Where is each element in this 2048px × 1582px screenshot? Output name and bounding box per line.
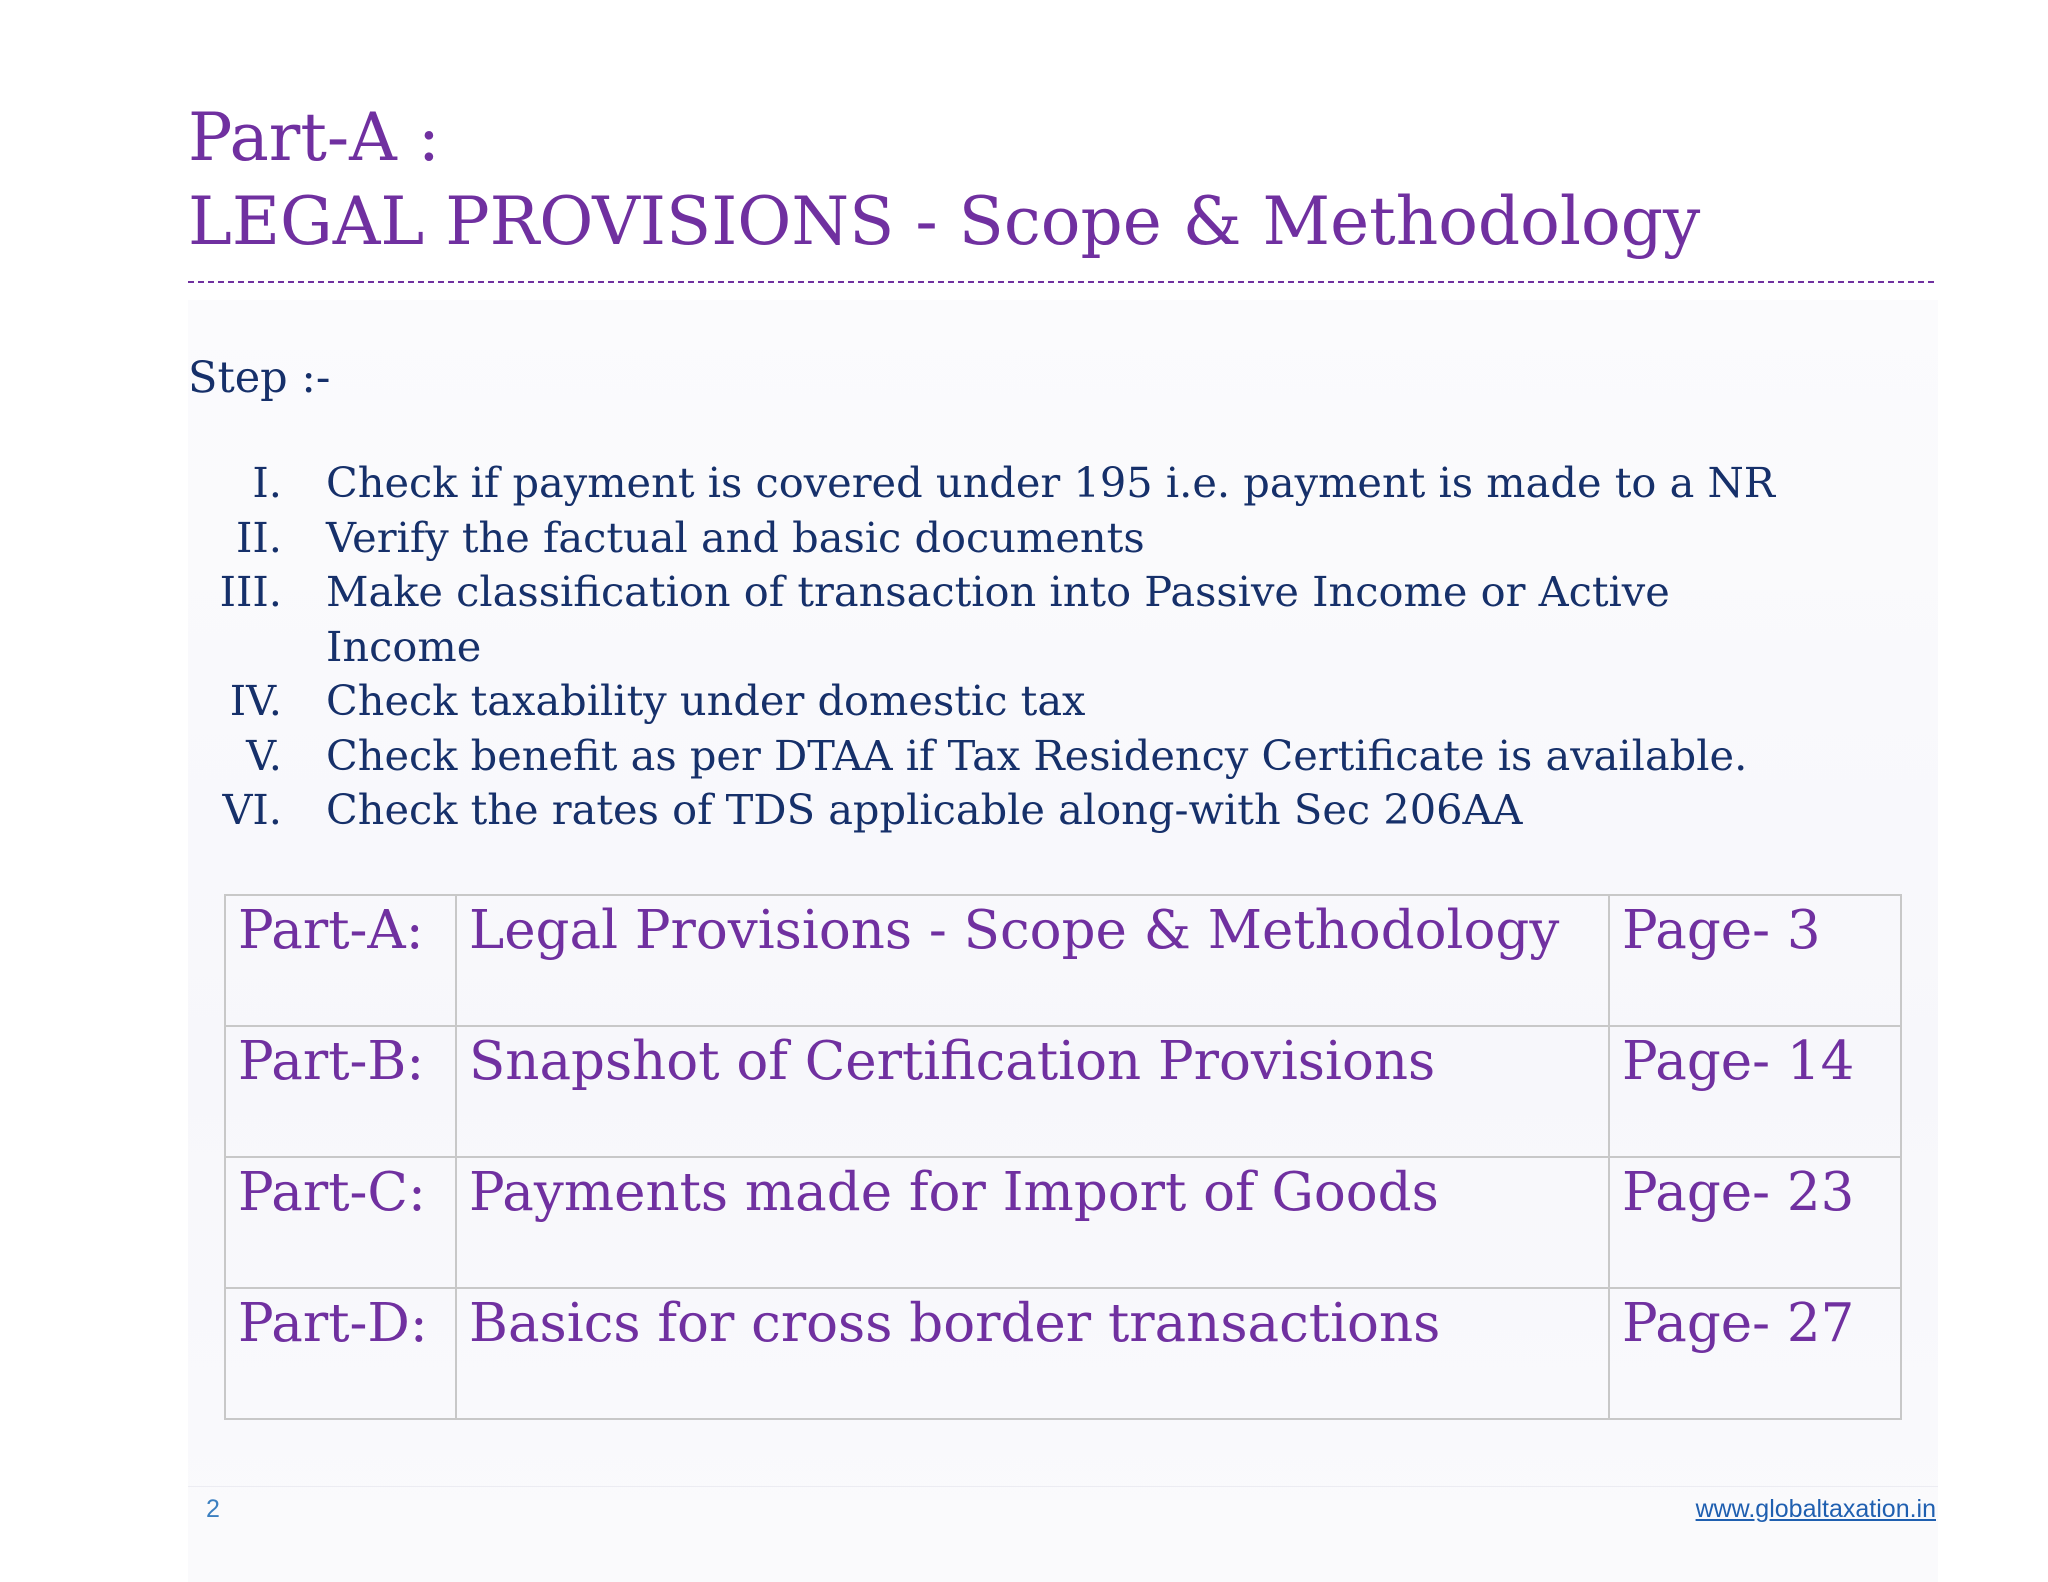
steps-list	[200, 456, 1920, 838]
step-text: Make classification of transaction into Passive Income or Active Income	[326, 567, 1670, 671]
step-item	[200, 456, 1920, 511]
page-cell: Page- 27	[1609, 1288, 1901, 1419]
step-item	[200, 511, 1920, 566]
page-cell: Page- 14	[1609, 1026, 1901, 1157]
website-link[interactable]: www.globaltaxation.in	[1695, 1495, 1936, 1523]
page-cell: Page- 23	[1609, 1157, 1901, 1288]
title-line-1: Part-A :	[188, 99, 441, 176]
page-number: 2	[206, 1495, 220, 1523]
step-number: V.	[246, 730, 282, 780]
part-title-cell: Payments made for Import of Goods	[456, 1157, 1609, 1288]
page-title	[188, 96, 1700, 264]
step-label: Step :-	[188, 353, 331, 403]
step-item	[200, 565, 1920, 674]
step-item	[200, 783, 1920, 838]
step-number: I.	[252, 458, 282, 507]
part-title-cell: Legal Provisions - Scope & Methodology	[456, 895, 1609, 1026]
table-row	[225, 1157, 1901, 1288]
table-row	[225, 1288, 1901, 1419]
part-cell: Part-B:	[225, 1026, 456, 1157]
contents-table	[224, 894, 1902, 1420]
step-item	[200, 729, 1920, 784]
step-number: II.	[236, 512, 282, 562]
part-cell: Part-D:	[225, 1288, 456, 1419]
step-number: III.	[219, 567, 282, 616]
part-cell: Part-A:	[225, 895, 456, 1026]
page-cell: Page- 3	[1609, 895, 1901, 1026]
step-number: IV.	[229, 676, 282, 725]
title-divider	[188, 281, 1934, 283]
part-cell: Part-C:	[225, 1157, 456, 1288]
title-line-2: LEGAL PROVISIONS - Scope & Methodology	[188, 183, 1701, 260]
step-number: VI.	[222, 785, 282, 834]
step-item	[200, 674, 1920, 729]
table-row	[225, 1026, 1901, 1157]
step-text: Check the rates of TDS applicable along-with Sec 206AA	[326, 785, 1523, 834]
table-row	[225, 895, 1901, 1026]
part-title-cell: Snapshot of Certification Provisions	[456, 1026, 1609, 1157]
step-text: Check benefit as per DTAA if Tax Residency Certificate is available.	[326, 730, 1748, 780]
step-text: Check if payment is covered under 195 i.e. payment is made to a NR	[326, 458, 1776, 507]
step-text: Check taxability under domestic tax	[326, 676, 1086, 725]
part-title-cell: Basics for cross border transactions	[456, 1288, 1609, 1419]
step-text: Verify the factual and basic documents	[326, 512, 1145, 562]
footer-divider	[188, 1486, 1938, 1487]
